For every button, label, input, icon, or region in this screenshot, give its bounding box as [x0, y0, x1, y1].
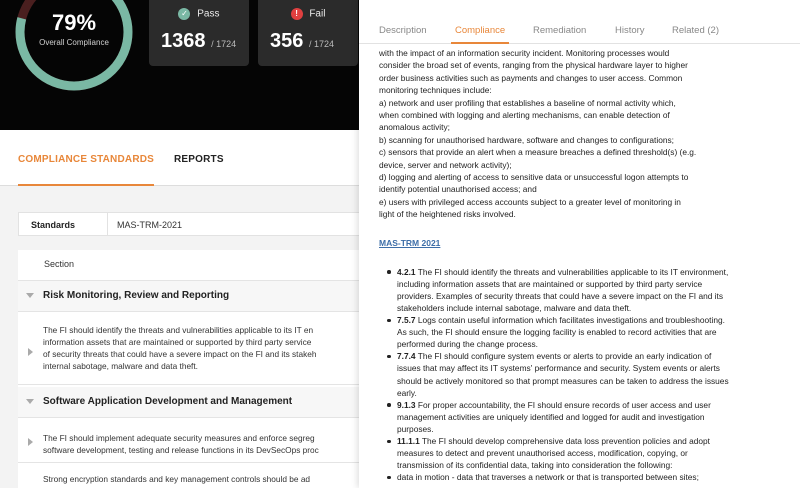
detail-tabs — [359, 0, 800, 44]
paragraph-line: d) logging and alerting of access to sensitive data or unsuccessful logon attempts to — [379, 172, 689, 183]
caret-down-icon[interactable] — [26, 399, 34, 404]
requirement-text: providers. Examples of security threats that could have a severe impact on the FI and its — [397, 290, 724, 301]
requirement-text: As such, the FI should ensure the logging facility is enabled to record activities that are — [397, 327, 717, 338]
paragraph-line: c) sensors that provide an alert when a measure breaches a defined threshold(s) (e.g. — [379, 147, 697, 158]
list-item — [397, 399, 789, 411]
standard-section-title[interactable]: MAS-TRM 2021 — [379, 237, 441, 248]
standards-filter-label: Standards — [31, 220, 76, 230]
compliance-percent: 79% — [51, 10, 97, 35]
list-item-continuation — [397, 326, 789, 338]
list-item-continuation — [397, 338, 789, 350]
requirement-text: issues that may affect its IT systems' performance and security. System events or alerts — [397, 363, 720, 374]
standards-filter-value[interactable]: MAS-TRM-2021 — [117, 220, 183, 230]
paragraph-line: light of the heightened risks involved. — [379, 209, 516, 220]
paragraph-line: with the impact of an information security incident. Monitoring processes would — [379, 48, 670, 58]
tab-reports[interactable]: REPORTS — [174, 154, 224, 165]
pass-card[interactable] — [149, 0, 249, 66]
paragraph-line: when combined with logging and alerting mechanisms, can enable detection of — [379, 110, 670, 121]
requirement-text: data in motion - data that traverses a network or that is transported between sites; — [397, 472, 699, 483]
compliance-content — [379, 47, 789, 483]
detail-panel — [359, 0, 800, 488]
paragraph-line: consider the broad set of events, ranging from the physical hardware layer to higher — [379, 60, 688, 71]
requirement-text: The FI should identify the threats and vulnerabilities applicable to its IT environment, — [417, 266, 729, 277]
requirement-text: purposes. — [397, 423, 434, 434]
divider — [107, 213, 108, 235]
list-item-continuation — [397, 447, 789, 459]
compliance-dashboard — [0, 0, 360, 488]
list-item — [397, 435, 789, 447]
caret-right-icon[interactable] — [28, 438, 33, 446]
tab-description[interactable]: Description — [379, 25, 427, 36]
group-title: Risk Monitoring, Review and Reporting — [43, 290, 230, 301]
description-paragraph — [379, 47, 789, 221]
list-item-continuation — [397, 290, 789, 302]
tab-related[interactable]: Related (2) — [672, 25, 719, 36]
tab-remediation[interactable]: Remediation — [533, 25, 587, 36]
row-text: The FI should implement adequate security measures and enforce segreg software development, testing and release functions in its DevSecOps proc — [43, 433, 319, 455]
list-item-continuation — [397, 302, 789, 314]
fail-count: 356 — [270, 30, 304, 52]
requirement-ref: 7.7.4 — [397, 351, 416, 362]
requirement-text: stakeholders include internal sabotage, malware and data theft. — [397, 302, 632, 313]
fail-label: Fail — [309, 8, 326, 20]
tab-compliance[interactable]: Compliance — [455, 25, 506, 36]
list-item — [397, 266, 789, 278]
paragraph-line: b) scanning for unauthorised hardware, software and changes to configurations; — [379, 134, 674, 145]
group-row[interactable] — [18, 281, 360, 311]
requirement-ref: 9.1.3 — [397, 399, 416, 410]
requirement-text: early. — [397, 387, 417, 398]
table-row[interactable] — [18, 418, 360, 460]
row-text: Strong encryption standards and key management controls should be ad — [43, 474, 311, 484]
group-row[interactable] — [18, 387, 360, 417]
table-row[interactable] — [18, 463, 360, 488]
requirement-text: For proper accountability, the FI should ensure records of user access and user — [417, 399, 711, 410]
paragraph-line: anomalous activity; — [379, 122, 450, 133]
compliance-gauge — [12, 0, 136, 94]
summary-header — [0, 0, 360, 130]
row-text: The FI should identify the threats and vulnerabilities applicable to its IT en information assets that are maintained or supported by third party service of security threats that could have a severe impact on the FI and its stakeh internal sabotage, malware and data theft. — [43, 325, 317, 371]
check-icon: ✓ — [178, 8, 190, 20]
paragraph-line: monitoring techniques include: — [379, 85, 492, 96]
standards-filter[interactable] — [18, 212, 360, 236]
requirement-ref: 7.5.7 — [397, 315, 416, 326]
list-item-continuation — [397, 278, 789, 290]
list-item — [397, 471, 789, 483]
paragraph-line: order business activities such as payments and changes to user access. Common — [379, 72, 683, 83]
fail-card[interactable] — [258, 0, 358, 66]
paragraph-line: a) network and user profiling that establishes a baseline of normal activity which, — [379, 97, 676, 108]
requirement-text: performed during the change process. — [397, 339, 539, 350]
pass-count: 1368 — [161, 30, 206, 52]
compliance-percent-label: Overall Compliance — [39, 38, 109, 47]
paragraph-line: identify potential unauthorised access; and — [379, 184, 537, 195]
table-row[interactable] — [18, 312, 360, 384]
requirement-list — [379, 266, 789, 484]
caret-right-icon[interactable] — [28, 348, 33, 356]
requirement-text: Logs contain useful information which facilitates investigations and troubleshooting. — [417, 315, 725, 326]
requirement-text: management activities are uniquely identified and logged for audit and investigation — [397, 411, 705, 422]
column-header-section: Section — [44, 259, 75, 269]
pass-label: Pass — [197, 8, 220, 20]
paragraph-line: e) users with privileged access accounts subject to a greater level of monitoring in — [379, 196, 681, 207]
list-item-continuation — [397, 411, 789, 423]
group-title: Software Application Development and Management — [43, 396, 293, 407]
exclamation-icon: ! — [291, 8, 303, 20]
requirement-text: should be actively monitored so that prompt measures can be taken to address the issues — [397, 375, 729, 386]
list-item-continuation — [397, 387, 789, 399]
divider — [18, 384, 360, 385]
requirement-text: transmission of its confidential data, taking into consideration the following: — [397, 460, 673, 471]
requirement-text: measures to detect and prevent unauthorised access, modification, copying, or — [397, 448, 688, 459]
list-item — [397, 314, 789, 326]
requirement-text: including information assets that are maintained or supported by third party service — [397, 278, 703, 289]
list-item-continuation — [397, 459, 789, 471]
caret-down-icon[interactable] — [26, 293, 34, 298]
standards-tabs — [0, 130, 360, 186]
requirement-ref: 11.1.1 — [397, 436, 420, 446]
pass-total: / 1724 — [211, 39, 237, 49]
paragraph-line: device, server and network activity); — [379, 159, 512, 170]
list-item-continuation — [397, 362, 789, 374]
requirement-text: The FI should develop comprehensive data loss prevention policies and adopt — [421, 436, 710, 446]
list-item-continuation — [397, 423, 789, 435]
tab-history[interactable]: History — [615, 25, 645, 36]
sections-table — [18, 250, 360, 488]
requirement-ref: 4.2.1 — [397, 266, 416, 277]
fail-total: / 1724 — [308, 39, 334, 49]
tab-compliance-standards[interactable]: COMPLIANCE STANDARDS — [18, 154, 155, 165]
requirement-text: The FI should configure system events or alerts to provide an early indication of — [417, 351, 712, 362]
list-item-continuation — [397, 375, 789, 387]
list-item — [397, 350, 789, 362]
